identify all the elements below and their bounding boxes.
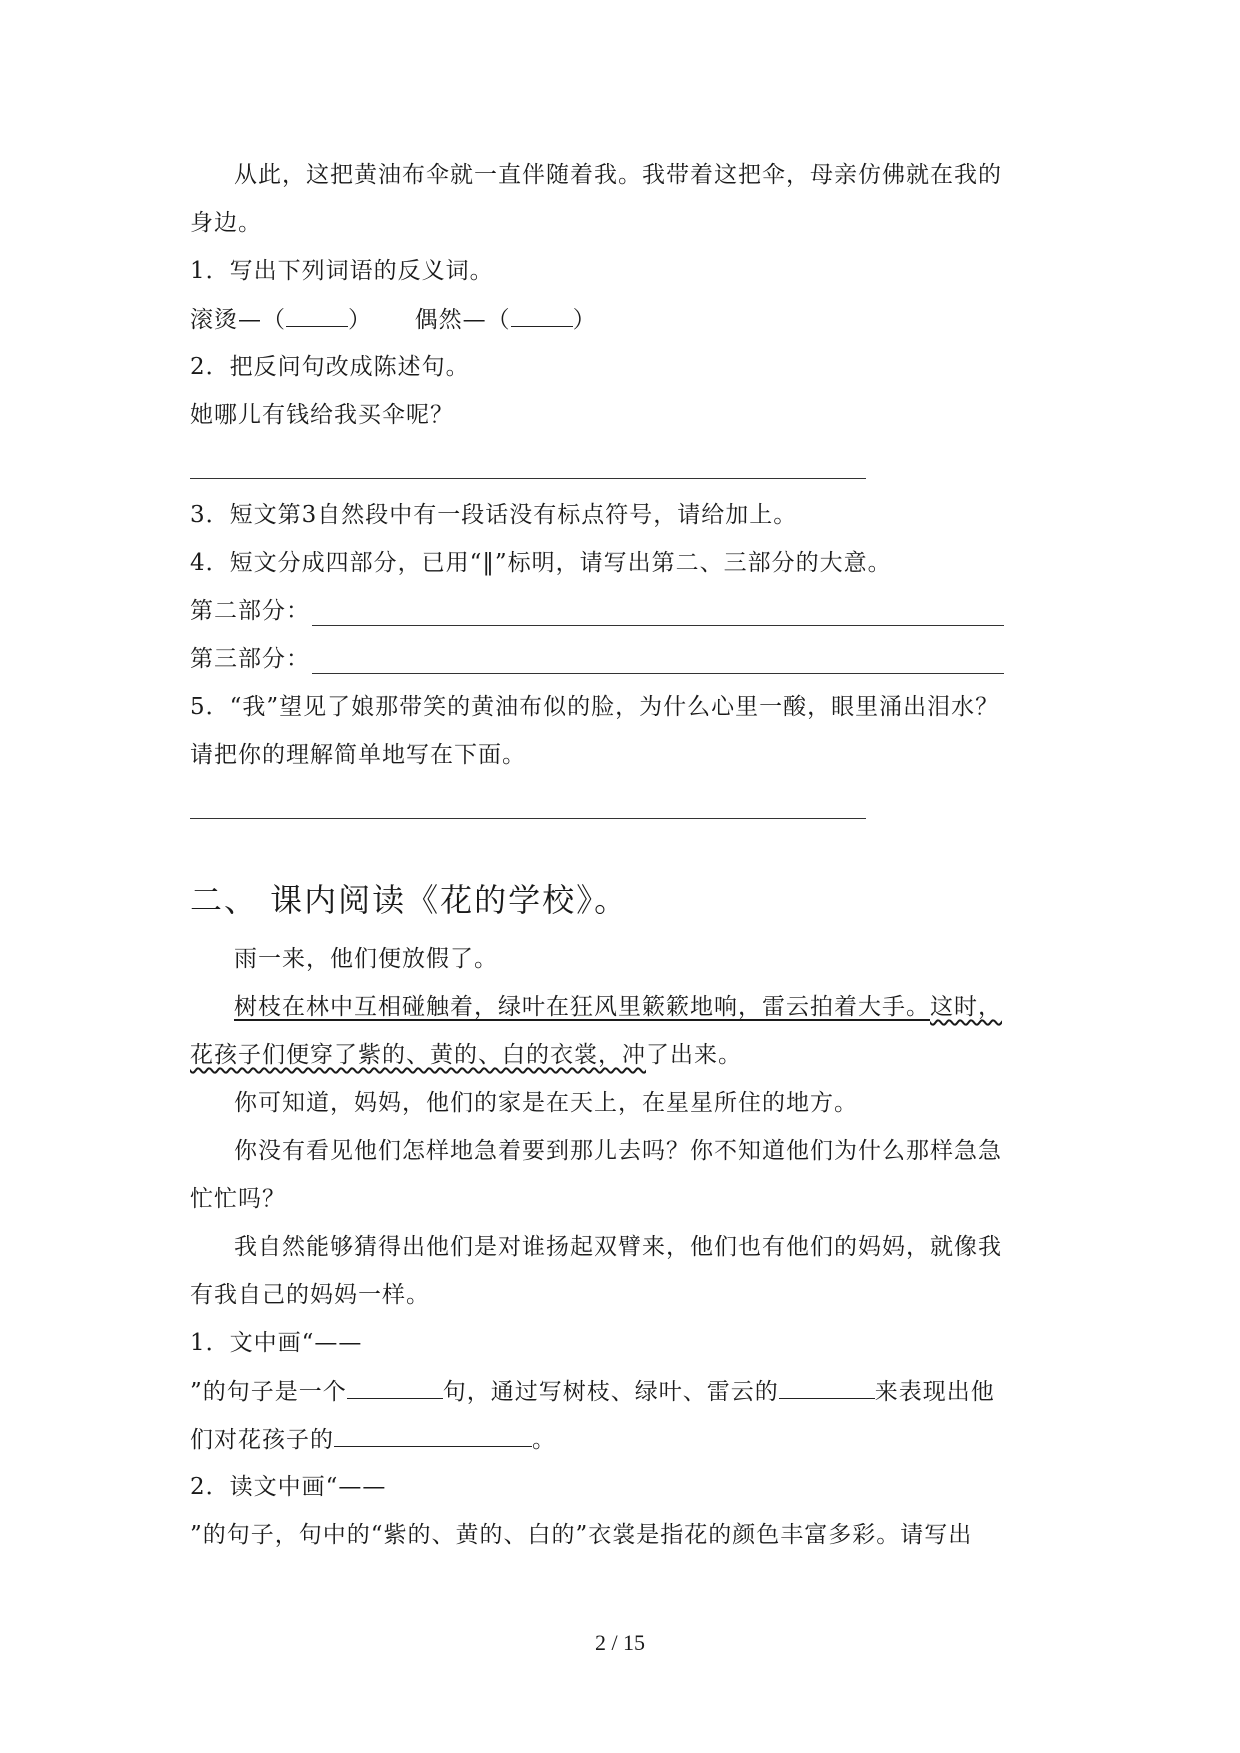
s2-question-2-line-2: ”的句子，句中的“紫的、黄的、白的”衣裳是指花的颜色丰富多彩。请写出: [190, 1522, 973, 1548]
passage-line: [190, 1040, 742, 1070]
question-text: ”的句子是一个: [190, 1379, 347, 1405]
s2-question-1-line-3: [190, 1424, 556, 1455]
passage-line: 有我自己的妈妈一样。: [190, 1282, 430, 1308]
antonym-close-1: ）: [348, 307, 372, 333]
part-2-label: 第二部分：: [190, 598, 310, 624]
question-1-title: 1．写出下列词语的反义词。: [190, 258, 494, 284]
question-text: 们对花孩子的: [190, 1427, 334, 1453]
s2-question-1-line-1: 1．文中画“——: [190, 1330, 363, 1356]
wavy-underlined-sentence: 花孩子们便穿了紫的、黄的、白的衣裳，冲: [190, 1042, 646, 1068]
question-2-sentence: 她哪儿有钱给我买伞呢？: [190, 402, 454, 428]
antonym-close-2: ）: [572, 307, 597, 333]
part-3-answer-line[interactable]: [312, 673, 1004, 674]
antonym-blank-1[interactable]: [286, 304, 348, 327]
question-text: 。: [532, 1427, 556, 1453]
s2-question-2-line-1: 2．读文中画“——: [190, 1474, 387, 1500]
question-5-title-line-1: 5．“我”望见了娘那带笑的黄油布似的脸，为什么心里一酸，眼里涌出泪水？: [190, 694, 1000, 720]
answer-line[interactable]: [190, 478, 866, 479]
passage-line: 雨一来，他们便放假了。: [234, 946, 498, 972]
part-3-label: 第三部分：: [190, 646, 310, 672]
passage-text: 了出来。: [646, 1042, 742, 1068]
question-4-title: 4．短文分成四部分，已用“‖”标明，请写出第二、三部分的大意。: [190, 550, 892, 576]
question-3-title: 3．短文第3自然段中有一段话没有标点符号，请给加上。: [190, 502, 798, 528]
straight-underlined-sentence: 树枝在林中互相碰触着，绿叶在狂风里簌簌地响，雷云拍着大手。: [234, 994, 930, 1020]
section-2-heading: 二、 课内阅读《花的学校》。: [190, 881, 629, 919]
fill-blank[interactable]: [334, 1424, 532, 1447]
passage-line: 从此，这把黄油布伞就一直伴随着我。我带着这把伞，母亲仿佛就在我的: [234, 162, 1002, 188]
page-number: 2 / 15: [594, 1630, 646, 1655]
passage-line: [234, 992, 1002, 1022]
wavy-underlined-sentence: 这时，: [930, 994, 1002, 1020]
passage-line: 身边。: [190, 210, 262, 236]
answer-line[interactable]: [190, 818, 866, 819]
question-5-title-line-2: 请把你的理解简单地写在下面。: [190, 742, 526, 768]
antonym-word-2: 偶然—（: [414, 307, 511, 333]
passage-line: 你没有看见他们怎样地急着要到那儿去吗？你不知道他们为什么那样急急: [234, 1138, 1002, 1164]
passage-line: 我自然能够猜得出他们是对谁扬起双臂来，他们也有他们的妈妈，就像我: [234, 1234, 1002, 1260]
s2-question-1-line-2: [190, 1376, 995, 1407]
antonym-word-1: 滚烫—（: [190, 307, 286, 333]
part-2-answer-line[interactable]: [312, 625, 1004, 626]
fill-blank[interactable]: [347, 1376, 443, 1399]
passage-line: 你可知道，妈妈，他们的家是在天上，在星星所住的地方。: [234, 1090, 858, 1116]
question-text: 来表现出他: [874, 1379, 995, 1405]
question-text: 句，通过写树枝、绿叶、雷云的: [442, 1379, 779, 1405]
question-1-words: [190, 304, 597, 335]
question-2-title: 2．把反问句改成陈述句。: [190, 354, 470, 380]
passage-line: 忙忙吗？: [190, 1186, 286, 1212]
antonym-blank-2[interactable]: [511, 304, 573, 327]
fill-blank[interactable]: [779, 1376, 875, 1399]
